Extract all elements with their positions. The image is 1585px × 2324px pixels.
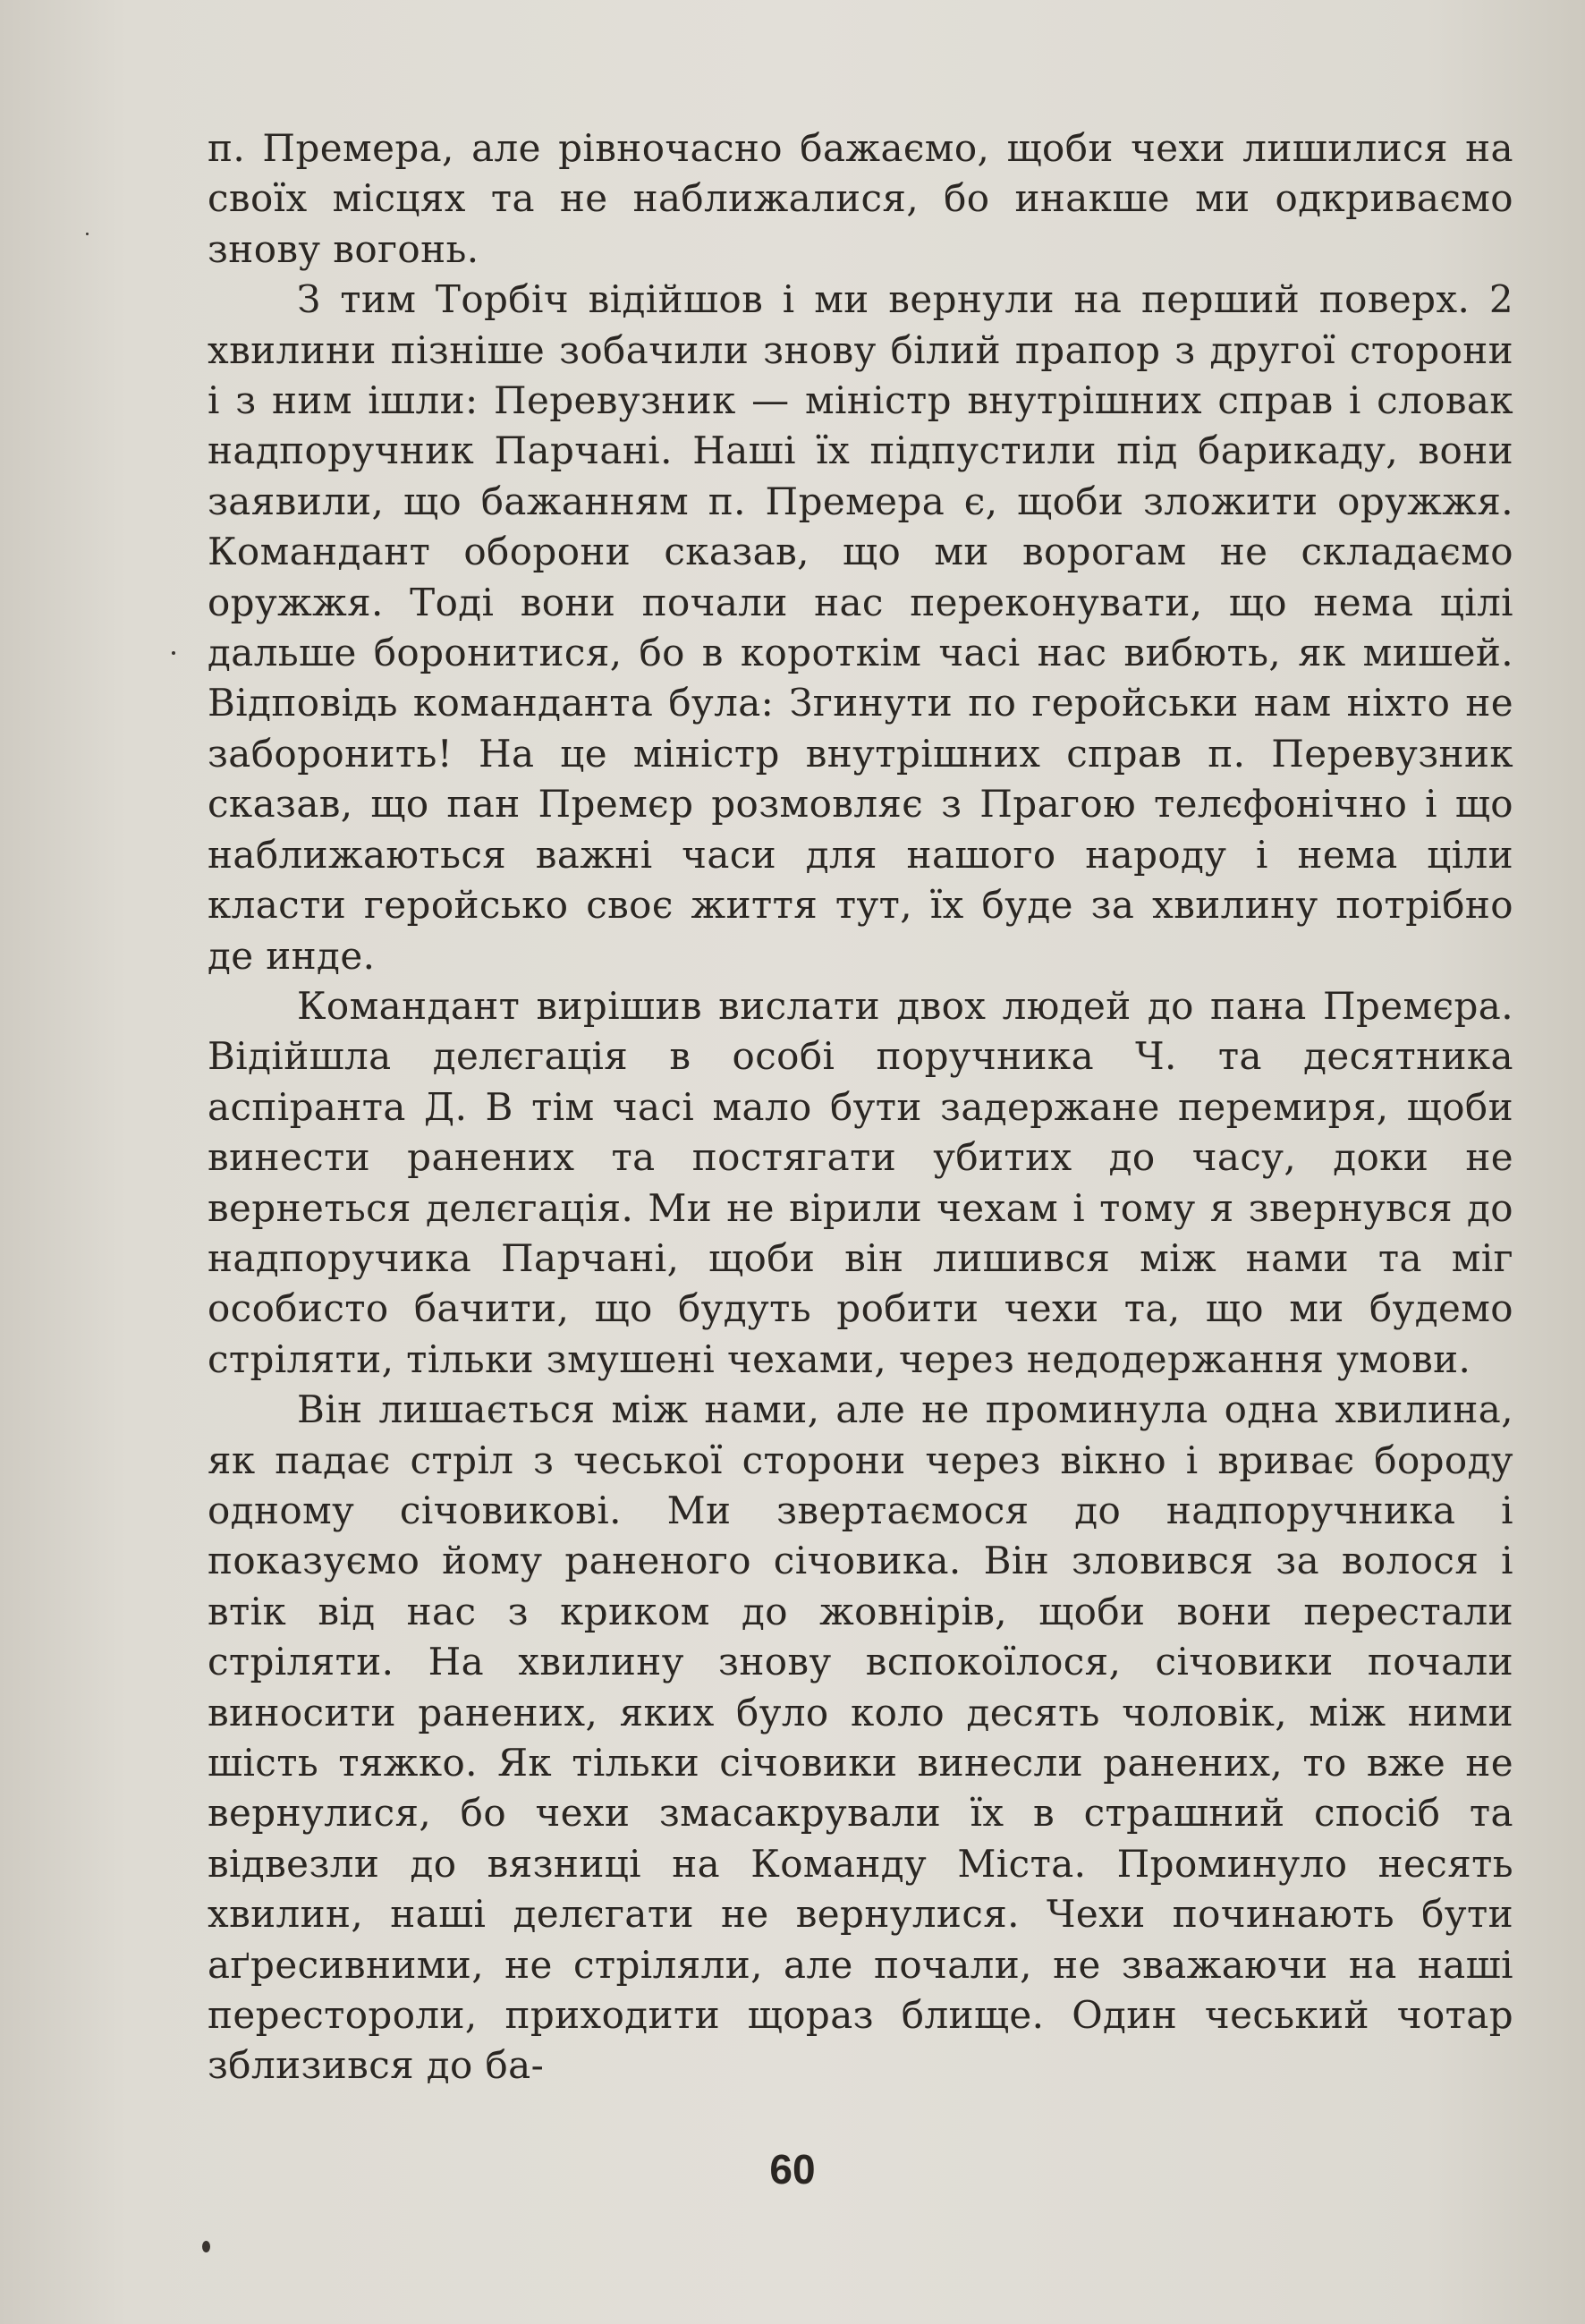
page-number: 60 bbox=[769, 2146, 816, 2193]
ink-speck bbox=[202, 2241, 210, 2252]
paragraph-2: З тим Торбіч відійшов і ми вернули на перший поверх. 2 хвилини пізніше зобачили знову білий прапор з другої сторони і з ним ішли: Перевузник — міністр внутрішних справ і словак надпоручник Парчані. Наші їх підпустили під барикаду, вони заявили, що бажанням п. Премера є, щоби зложити оружжя. Командант оборони сказав, що ми ворогам не складаємо оружжя. Тоді вони почали нас переконувати, що нема цілі дальше боронитися, бо в короткім часі нас вибють, як мишей. Відповідь команданта була: Згинути по геройськи нам ніхто не заборонить! На це міністр внутрішних справ п. Перевузник сказав, що пан Премєр розмовляє з Прагою телєфонічно і що наближаються важні часи для нашого народу і нема ціли класти геройсько своє життя тут, їх буде за хвилину потрібно де инде. bbox=[208, 277, 1513, 978]
paragraph-3: Командант вирішив вислати двох людей до пана Премєра. Відійшла делєгація в особі поручника Ч. та десятника аспіранта Д. В тім часі мало бути задержане перемиря, щоби винести ранених та постягати убитих до часу, доки не вернеться делєгація. Ми не вірили чехам і тому я звернувся до надпоручика Парчані, щоби він лишився між нами та міг особисто бачити, що будуть робити чехи та, що ми будемо стріляти, тільки змушені чехами, через недодержання умови. bbox=[208, 983, 1513, 1381]
paragraph-1: п. Премера, але рівночасно бажаємо, щоби чехи лишилися на своїх місцях та не наближалися, бо инакше ми одкриваємо знову вогонь. bbox=[208, 126, 1513, 271]
ink-speck bbox=[172, 651, 175, 655]
body-text bbox=[208, 123, 1513, 2091]
ink-speck bbox=[86, 233, 89, 235]
paragraph-4: Він лишається між нами, але не проминула одна хвилина, як падає стріл з чеської сторони через вікно і вриває бороду одному січовикові. Ми звертаємося до надпоручника і показуємо йому раненого січовика. Він зловився за волося і втік від нас з криком до жовнірів, щоби вони перестали стріляти. На хвилину знову вспокоїлося, січовики почали виносити ранених, яких було коло десять чоловік, між ними шість тяжко. Як тільки січовики винесли ранених, то вже не вернулися, бо чехи змасакрували їх в страшний спосіб та відвезли до вязниці на Команду Міста. Проминуло несять хвилин, наші делєгати не вернулися. Чехи починають бути аґресивними, не стріляли, але почали, не зважаючи на наші перестороли, приходити щораз блище. Один чеський чотар зблизився до ба- bbox=[208, 1387, 1513, 2088]
